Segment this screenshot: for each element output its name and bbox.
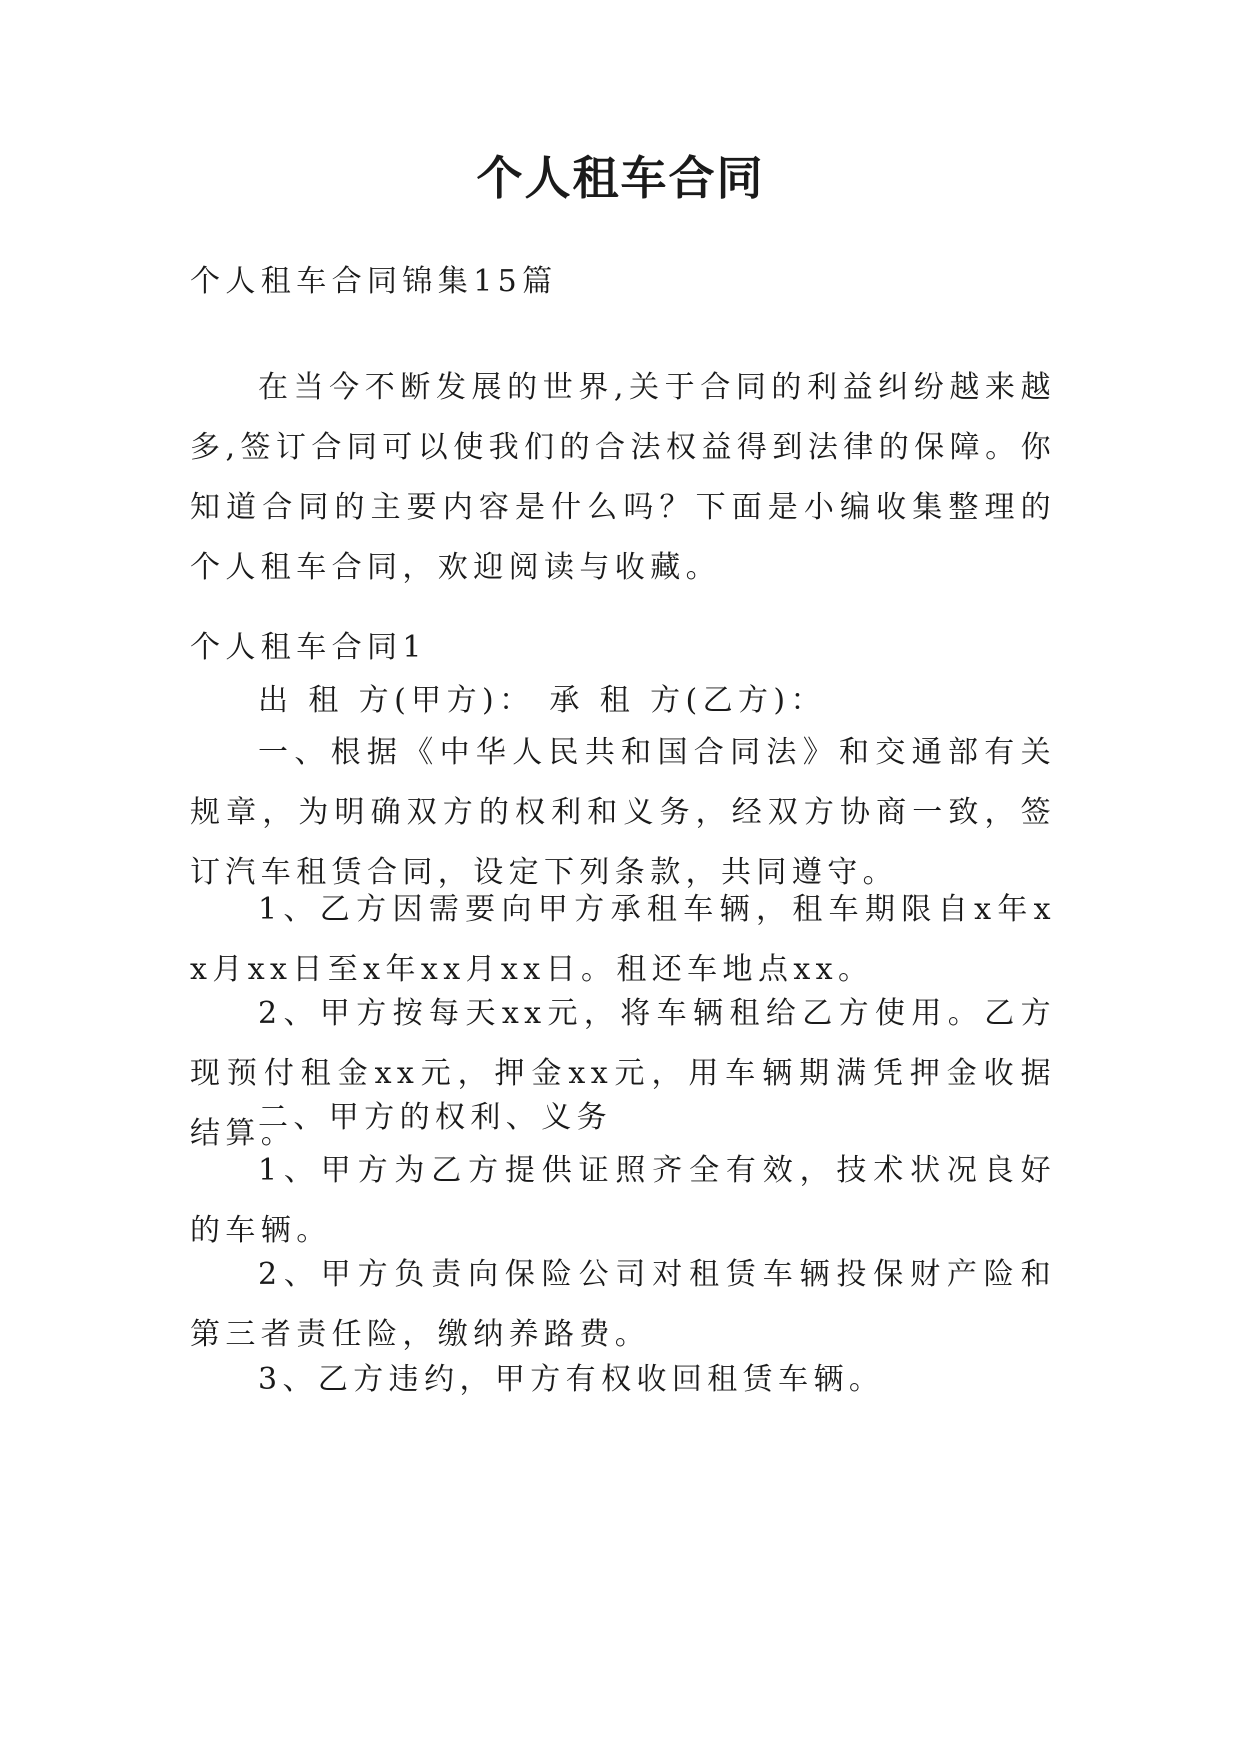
parties-line: 出 租 方(甲方)： 承 租 方(乙方)： <box>258 683 826 718</box>
clause-one-intro: 一、根据《中华人民共和国合同法》和交通部有关规章，为明确双方的权利和义务，经双方协商一致，签订汽车租赁合同，设定下列条款，共同遵守。 <box>190 735 1056 890</box>
clause-one-item-2: 2、甲方按每天xx元，将车辆租给乙方使用。乙方现预付租金xx元，押金xx元，用车辆期满凭押金收据结算。 <box>190 996 1056 1151</box>
document-title: 个人租车合同 <box>476 151 765 205</box>
intro-paragraph: 在当今不断发展的世界,关于合同的利益纠纷越来越多,签订合同可以使我们的合法权益得到法律的保障。你知道合同的主要内容是什么吗？下面是小编收集整理的个人租车合同，欢迎阅读与收藏。 <box>190 370 1056 585</box>
section-heading: 个人租车合同1 <box>190 630 427 665</box>
clause-two-item-1: 1、甲方为乙方提供证照齐全有效，技术状况良好的车辆。 <box>190 1153 1056 1248</box>
clause-two-item-2: 2、甲方负责向保险公司对租赁车辆投保财产险和第三者责任险，缴纳养路费。 <box>190 1257 1056 1352</box>
document-subtitle: 个人租车合同锦集15篇 <box>190 264 558 299</box>
clause-two-heading: 二、甲方的权利、义务 <box>258 1100 612 1135</box>
clause-two-item-3: 3、乙方违约，甲方有权收回租赁车辆。 <box>258 1362 885 1397</box>
clause-one-item-1: 1、乙方因需要向甲方承租车辆，租车期限自x年xx月xx日至x年xx月xx日。租还车地点xx。 <box>190 892 1056 987</box>
